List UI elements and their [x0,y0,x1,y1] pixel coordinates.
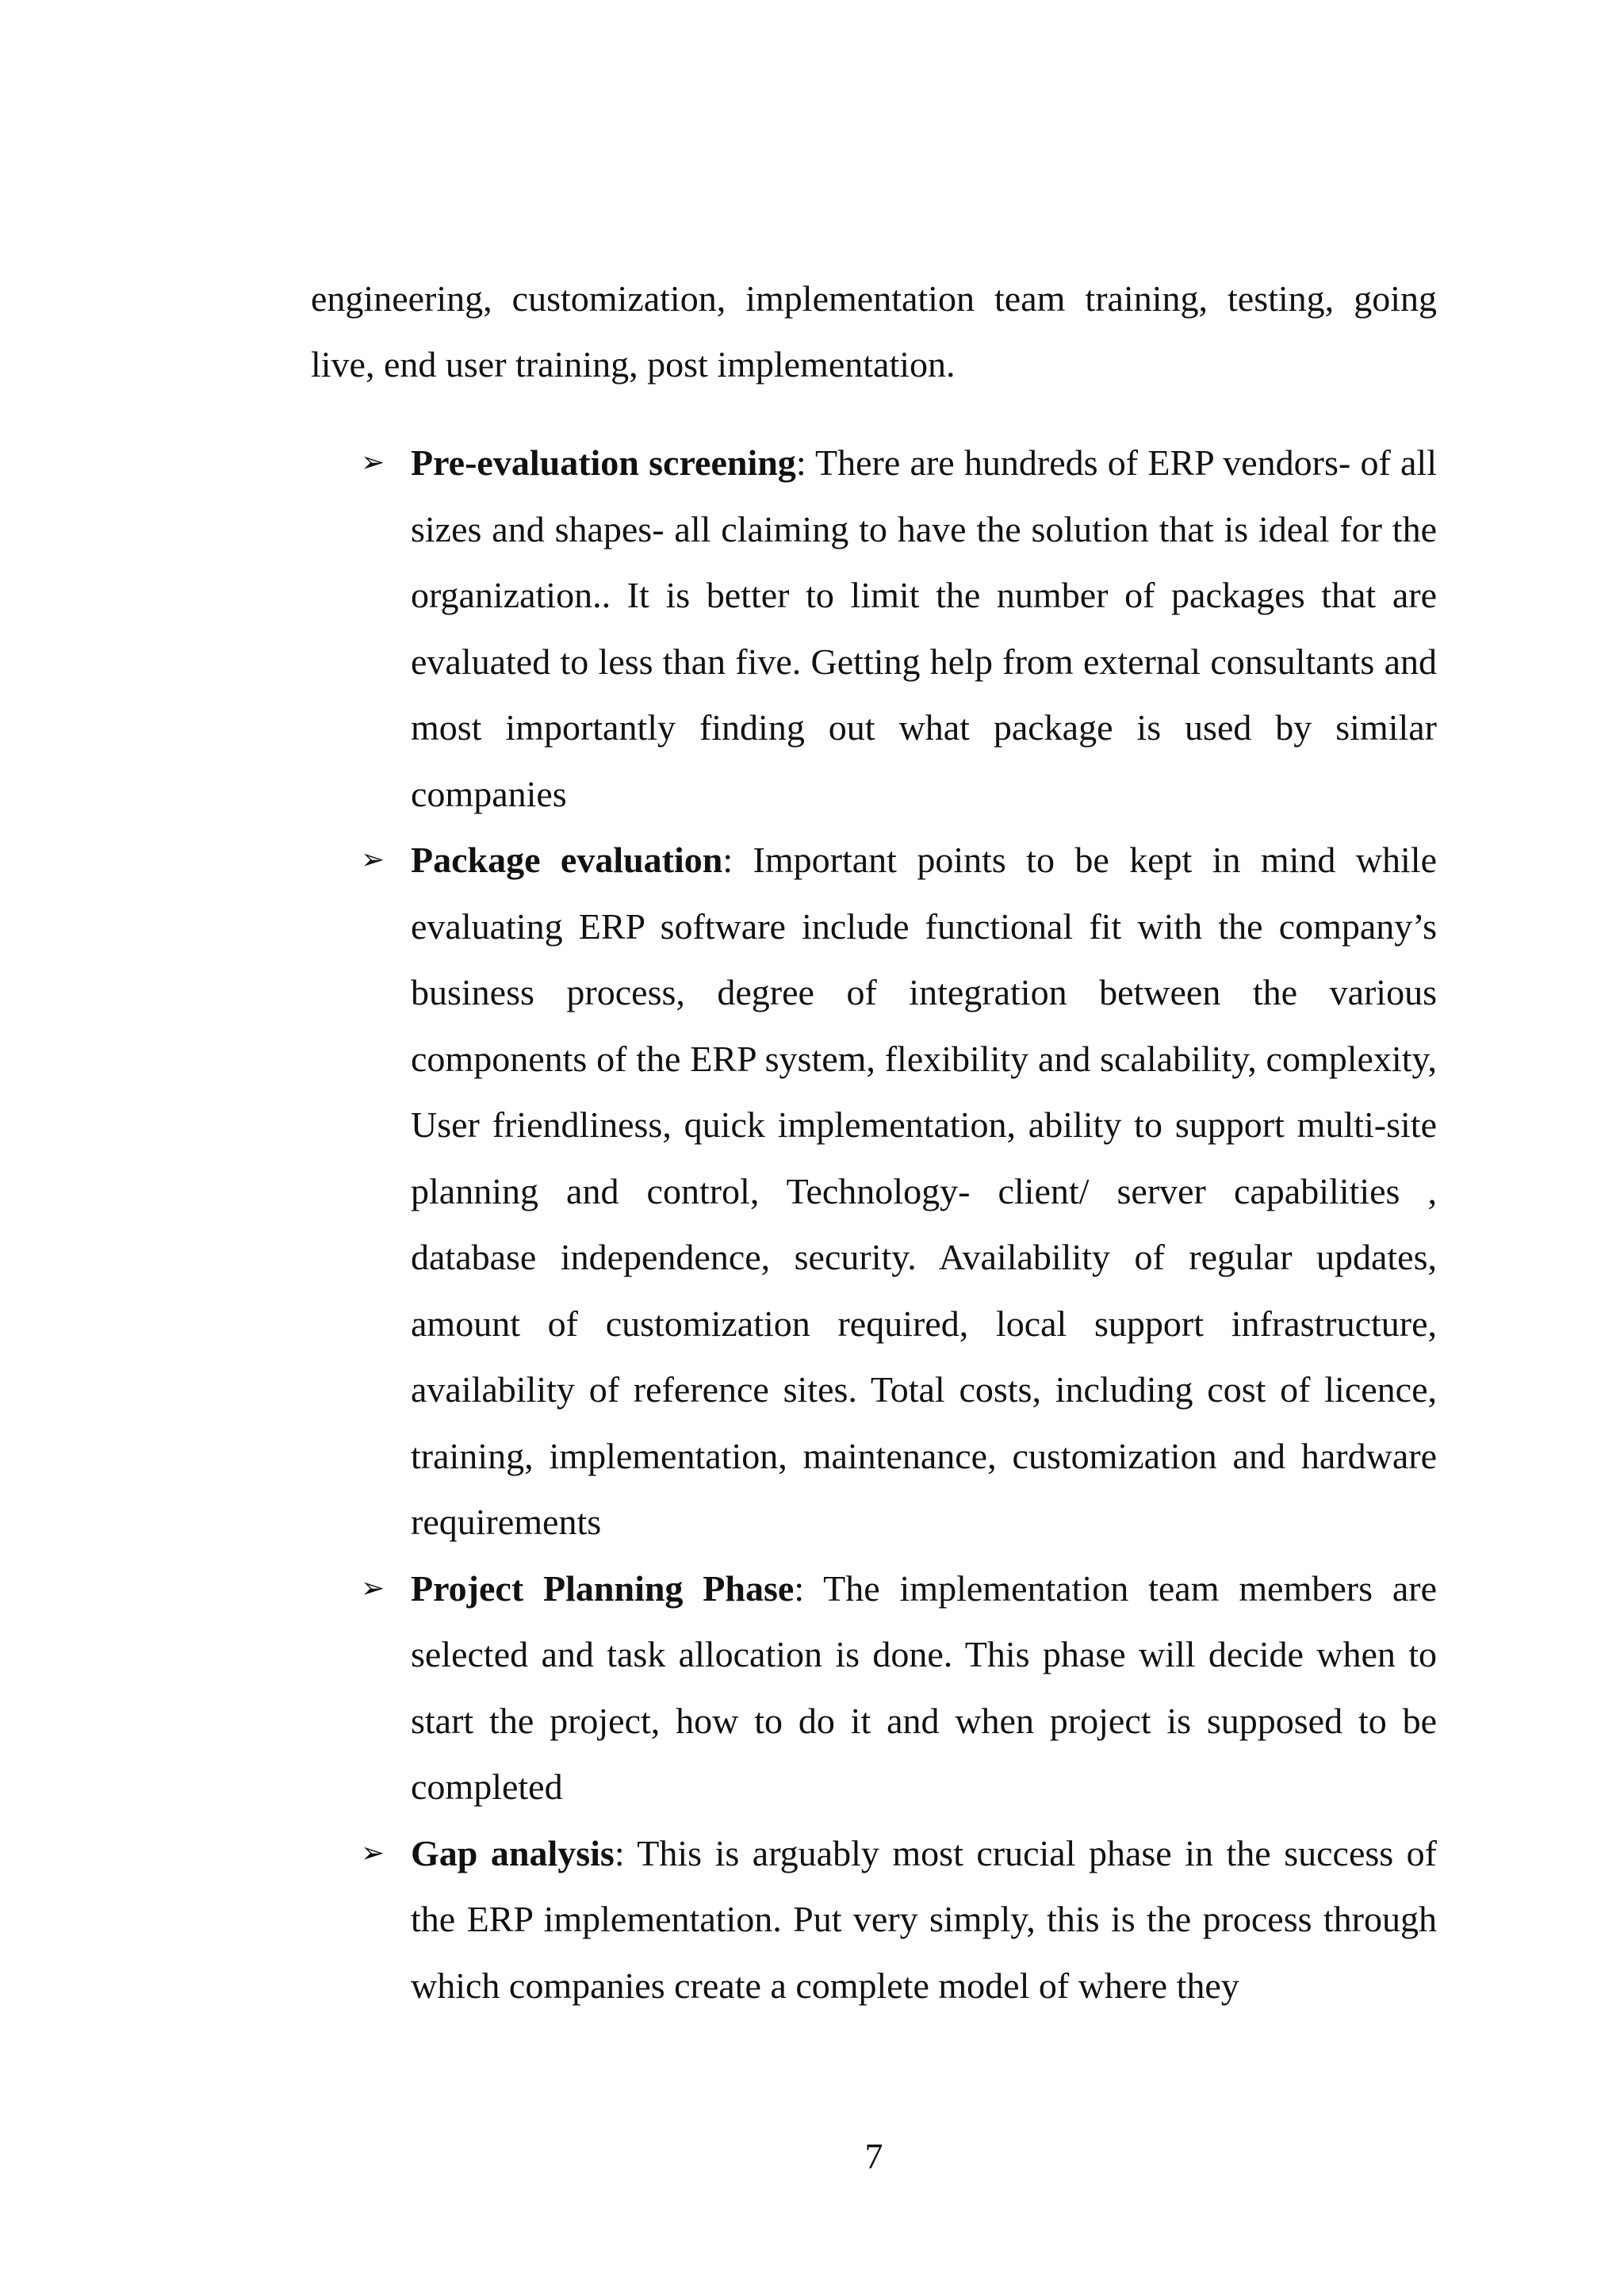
item-title: Package evaluation [411,840,723,880]
item-title: Gap analysis [411,1832,615,1873]
item-text: There are hundreds of ERP vendors- of all sizes and shapes- all claiming to have the solution that is ideal for the organization.. It is better to limit the number of packages that are evaluated to less than five. Getting help from external consultants and most importantly finding out what package is used by similar companies [411,442,1437,814]
list-item-gap-analysis: ➢ Gap analysis: This is arguably most crucial phase in the success of the ERP implementation. Put very simply, this is the process through which companies create a complete model of where they [411,1820,1437,2019]
arrow-bullet-icon: ➢ [361,844,385,876]
list-item-package-evaluation: ➢ Package evaluation: Important points to be kept in mind while evaluating ERP software include functional fit with the company’s business process, degree of integration between the various components of the ERP system, flexibility and scalability, complexity, User friendliness, quick implementation, ability to support multi-site planning and control, Technology- client/ server capabilities , database independence, security. Availability of regular updates, amount of customization required, local support infrastructure, availability of reference sites. Total costs, including cost of licence, training, implementation, maintenance, customization and hardware requirements [411,827,1437,1556]
item-title: Project Planning Phase [411,1567,795,1609]
erp-phase-list [361,430,1438,2019]
item-title: Pre-evaluation screening [411,442,796,483]
list-item-project-planning: ➢ Project Planning Phase: The implementation team members are selected and task allocation is done. This phase will decide when to start the project, how to do it and when project is supposed to be completed [411,1556,1437,1820]
arrow-bullet-icon: ➢ [361,1836,385,1869]
arrow-bullet-icon: ➢ [361,446,385,479]
page-number: 7 [864,2136,883,2176]
list-item-pre-evaluation: ➢ Pre-evaluation screening: There are hundreds of ERP vendors- of all sizes and shapes- all claiming to have the solution that is ideal for the organization.. It is better to limit the number of packages that are evaluated to less than five. Getting help from external consultants and most importantly finding out what package is used by similar companies [411,430,1437,827]
arrow-bullet-icon: ➢ [361,1571,385,1605]
item-text: This is arguably most crucial phase in the success of the ERP implementation. Put very simply, this is the process through which companies create a complete model of where they [411,1832,1438,2006]
intro-paragraph: engineering, customization, implementation team training, testing, going live, end user training, post implementation. [311,278,1437,385]
item-text: Important points to be kept in mind while evaluating ERP software include functional fit with the company’s business process, degree of integration between the various components of the ERP system, flexibility and scalability, complexity, User friendliness, quick implementation, ability to support multi-site planning and control, Technology- client/ server capabilities , database independence, security. Availability of regular updates, amount of customization required, local support infrastructure, availability of reference sites. Total costs, including cost of licence, training, implementation, maintenance, customization and hardware requirements [411,840,1438,1542]
item-text: The implementation team members are selected and task allocation is done. This phase will decide when to start the project, how to do it and when project is supposed to be completed [411,1567,1438,1807]
